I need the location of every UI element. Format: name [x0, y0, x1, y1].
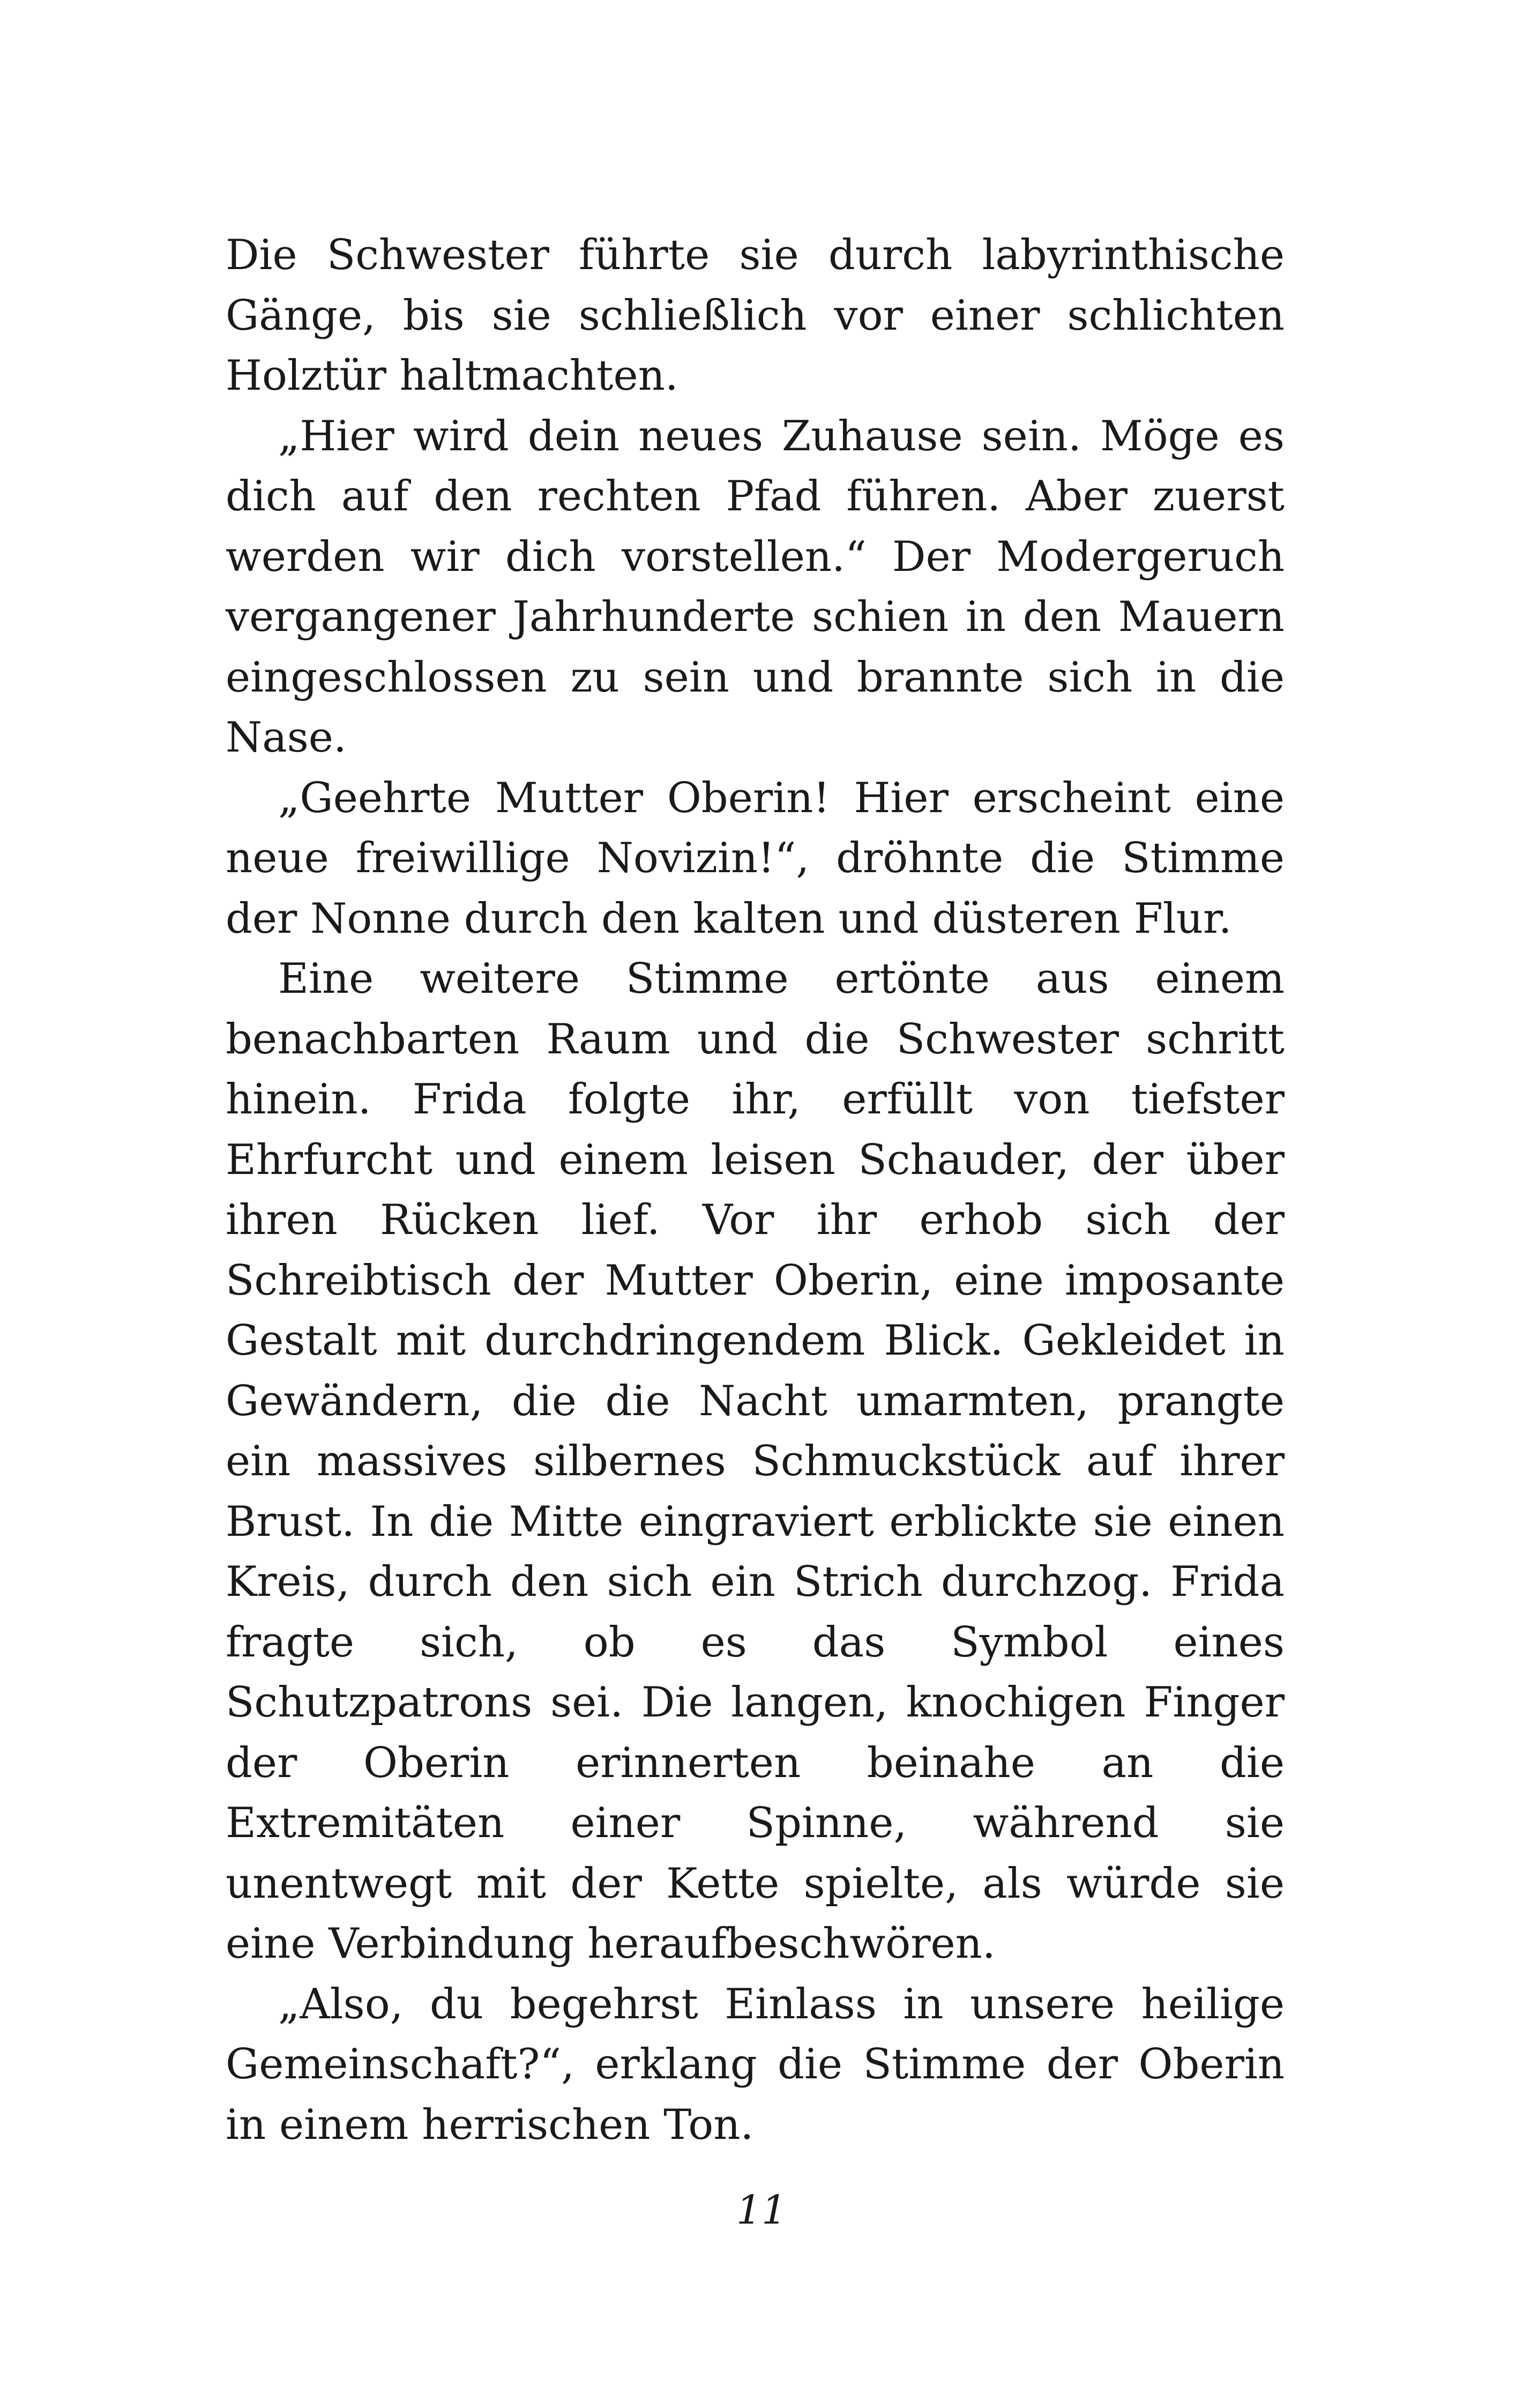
- paragraph: „Hier wird dein neues Zuhause sein. Möge es dich auf den rechten Pfad führen. Aber zuerst werden wir dich vorstellen.“ Der Modergeruch vergangener Jahrhunderte schien in den Mauern eingeschlossen zu sein und brannte sich in die Nase.: [226, 412, 1285, 762]
- paragraph: „Geehrte Mutter Oberin! Hier erscheint eine neue freiwillige Novizin!“, dröhnte die Stimme der Nonne durch den kalten und düsteren Flur.: [226, 774, 1285, 943]
- body-text: [226, 225, 1285, 2155]
- paragraph: Eine weitere Stimme ertönte aus einem benachbarten Raum und die Schwester schritt hinein. Frida folgte ihr, erfüllt von tiefster Ehrfurcht und einem leisen Schauder, der über ihren Rücken lief. Vor ihr erhob sich der Schreibtisch der Mutter Oberin, eine imposante Gestalt mit durchdringendem Blick. Gekleidet in Gewändern, die die Nacht umarmten, prangte ein massives silbernes Schmuckstück auf ihrer Brust. In die Mitte eingraviert erblickte sie einen Kreis, durch den sich ein Strich durchzog. Frida fragte sich, ob es das Symbol eines Schutzpatrons sei. Die langen, knochigen Finger der Oberin erinnerten beinahe an die Extremitäten einer Spinne, während sie unentwegt mit der Kette spielte, als würde sie eine Verbindung heraufbeschwören.: [226, 955, 1285, 1968]
- paragraph: Die Schwester führte sie durch labyrinthische Gänge, bis sie schließlich vor einer schlichten Holztür haltmachten.: [226, 231, 1285, 400]
- paragraph: „Also, du begehrst Einlass in unsere heilige Gemeinschaft?“, erklang die Stimme der Oberin in einem herrischen Ton.: [226, 1980, 1285, 2149]
- page-number: 11: [736, 2187, 787, 2233]
